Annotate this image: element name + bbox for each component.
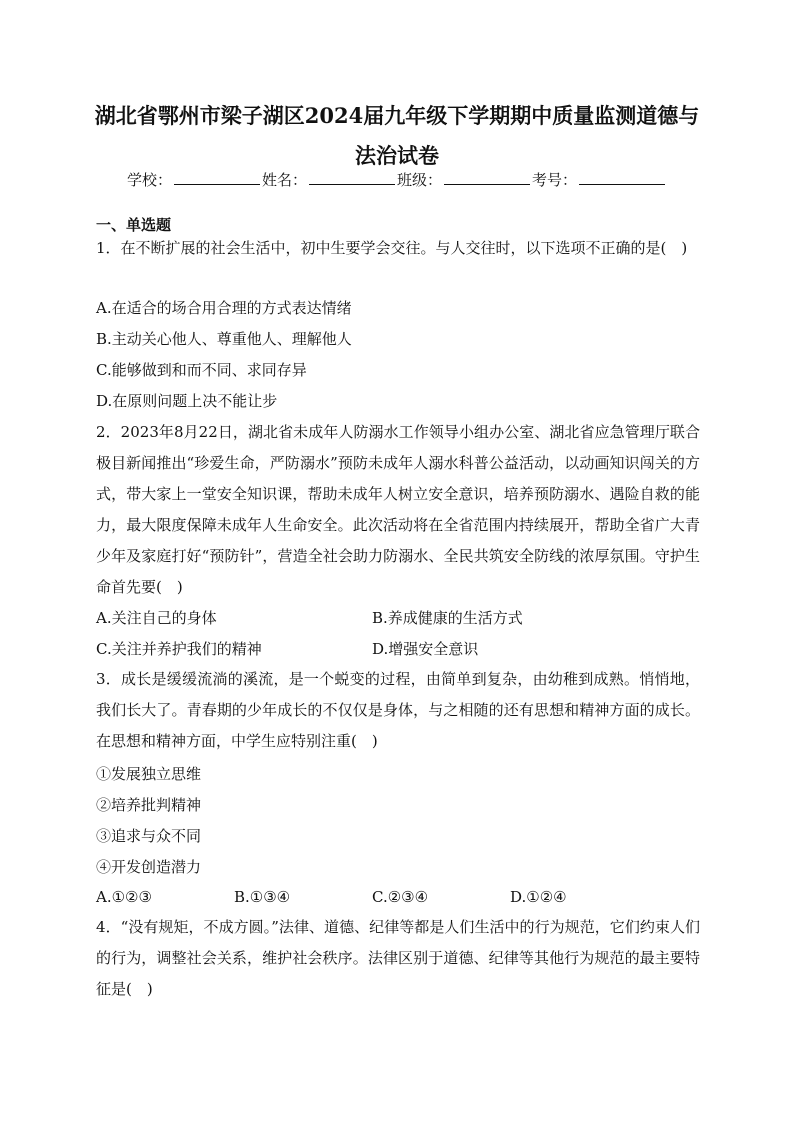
question-1-option-d[interactable]: D.在原则问题上决不能让步 bbox=[96, 392, 278, 410]
question-4-stem: 4．“没有规矩，不成方圆。”法律、道德、纪律等都是人们生活中的行为规范，它们约束人们的行为，调整社会关系，维护社会秩序。法律区别于道德、纪律等其他行为规范的最主要特征是( ) bbox=[96, 918, 700, 998]
question-2-option-a[interactable]: A.关注自己的身体 bbox=[96, 609, 217, 627]
question-3-option-d[interactable]: D.①②④ bbox=[510, 888, 567, 906]
question-2-stem: 2．2023年8月22日，湖北省未成年人防溺水工作领导小组办公室、湖北省应急管理厅联合极目新闻推出“珍爱生命，严防溺水”预防未成年人溺水科普公益活动，以动画知识闯关的方式，带大家上一堂安全知识课，帮助未成年人树立安全意识，培养预防溺水、遇险自救的能力，最大限度保障未成年人生命安全。此次活动将在全省范围内持续展开，帮助全省广大青少年及家庭打好“预防针”，营造全社会助力防溺水、全民共筑安全防线的浓厚氛围。守护生命首先要( ) bbox=[96, 423, 700, 596]
student-info-row bbox=[0, 168, 794, 192]
question-1-option-c[interactable]: C.能够做到和而不同、求同存异 bbox=[96, 361, 307, 379]
exam-title: 湖北省鄂州市梁子湖区2024届九年级下学期期中质量监测道德与法治试卷 bbox=[94, 103, 700, 168]
class-label: 班级： bbox=[397, 171, 443, 189]
class-blank[interactable] bbox=[444, 170, 530, 185]
question-3-item-1: ①发展独立思维 bbox=[96, 765, 202, 783]
number-blank[interactable] bbox=[579, 170, 665, 185]
question-3-item-2: ②培养批判精神 bbox=[96, 796, 202, 814]
name-blank[interactable] bbox=[309, 170, 395, 185]
name-label: 姓名： bbox=[261, 171, 307, 189]
section-title: 一、单选题 bbox=[96, 216, 172, 234]
question-2-option-c[interactable]: C.关注并养护我们的精神 bbox=[96, 640, 262, 658]
question-3-option-c[interactable]: C.②③④ bbox=[372, 888, 429, 906]
question-1-option-b[interactable]: B.主动关心他人、尊重他人、理解他人 bbox=[96, 330, 352, 348]
question-3-item-3: ③追求与众不同 bbox=[96, 827, 202, 845]
school-blank[interactable] bbox=[174, 170, 260, 185]
question-3-item-4: ④开发创造潜力 bbox=[96, 858, 202, 876]
question-3-option-b[interactable]: B.①③④ bbox=[234, 888, 291, 906]
number-label: 考号： bbox=[532, 171, 578, 189]
question-1-stem: 1．在不断扩展的社会生活中，初中生要学会交往。与人交往时，以下选项不正确的是( ) bbox=[96, 239, 688, 257]
question-2-option-d[interactable]: D.增强安全意识 bbox=[372, 640, 479, 658]
question-1-option-a[interactable]: A.在适合的场合用合理的方式表达情绪 bbox=[96, 299, 352, 317]
question-3-stem: 3．成长是缓缓流淌的溪流，是一个蜕变的过程，由简单到复杂，由幼稚到成熟。悄悄地，我们长大了。青春期的少年成长的不仅仅是身体，与之相随的还有思想和精神方面的成长。在思想和精神方面，中学生应特别注重( ) bbox=[96, 670, 700, 750]
question-2-option-b[interactable]: B.养成健康的生活方式 bbox=[372, 609, 523, 627]
question-3-option-a[interactable]: A.①②③ bbox=[96, 888, 152, 906]
school-label: 学校： bbox=[126, 171, 172, 189]
